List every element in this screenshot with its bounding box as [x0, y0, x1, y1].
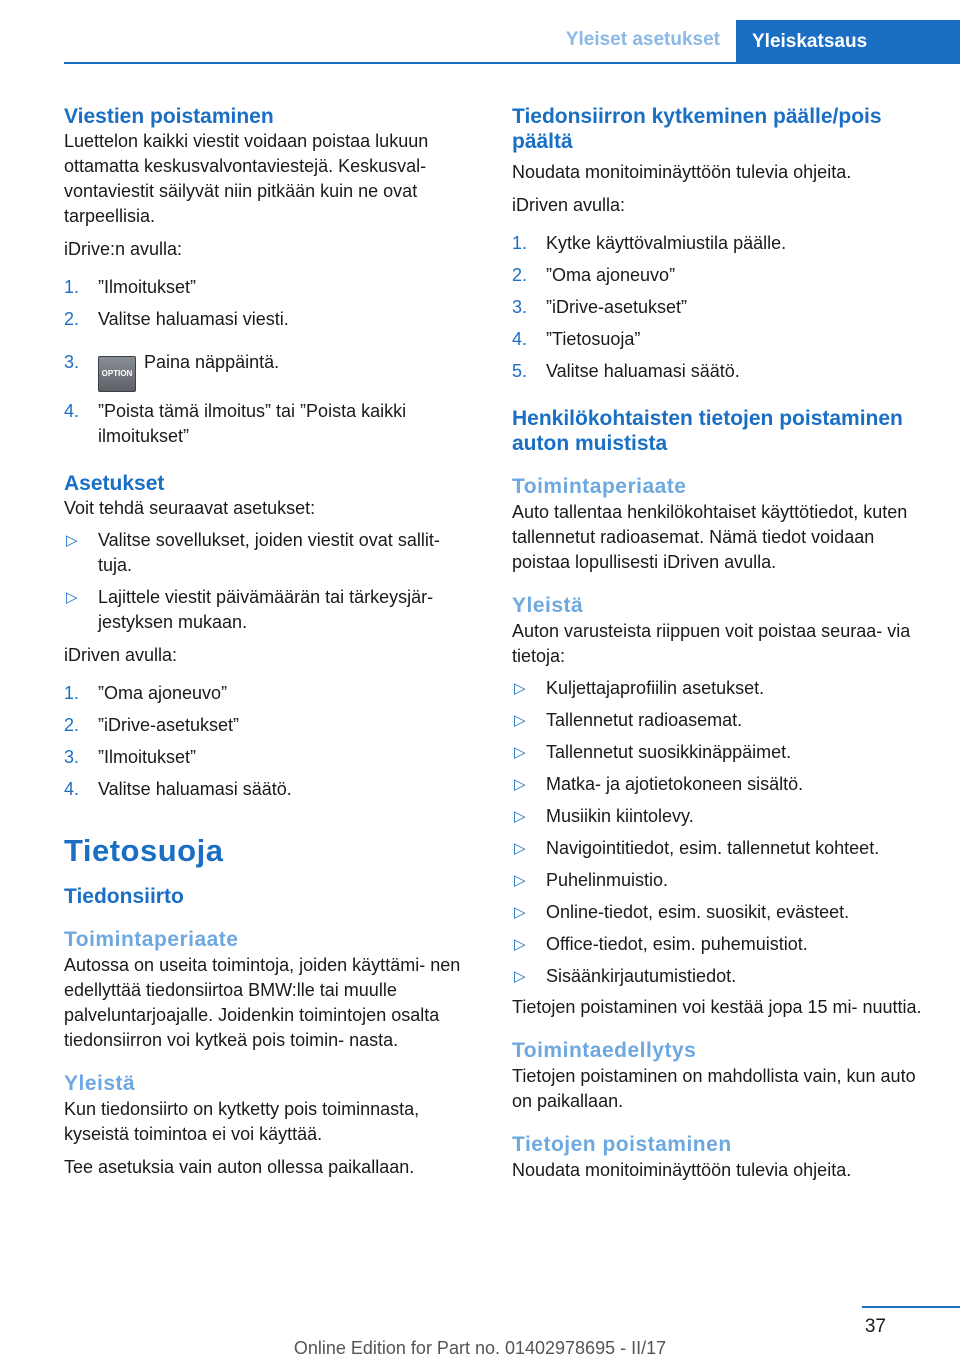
list-item: ▷ Valitse sovellukset, joiden viestit ovat sallit‐ tuja.: [66, 530, 440, 575]
list-item: ▷ Lajittele viestit päivämäärän tai tärkeysjär‐ jestyksen mukaan.: [66, 587, 434, 632]
header-section-tab: Yleiset asetukset: [565, 29, 720, 50]
list-item: ▷ Matka- ja ajotietokoneen sisältö.: [512, 772, 924, 797]
list-item: ▷ Navigointitiedot, esim. tallennetut kohteet.: [512, 836, 924, 861]
list-item: ▷ Office-tiedot, esim. puhemuistiot.: [512, 932, 924, 957]
list-item: 1. ”Oma ajoneuvo”: [64, 683, 228, 703]
idrive-intro-1: iDrive:n avulla:: [64, 239, 183, 259]
triangle-bullet-icon: ▷: [514, 904, 526, 921]
list-item: 3. OPTIONPaina näppäintä.: [64, 350, 476, 392]
list-item: ▷ Tallennetut suosikkinäppäimet.: [512, 740, 924, 765]
paragraph-toggle: Noudata monitoiminäyttöön tulevia ohjeita.: [512, 162, 852, 182]
list-item: ▷ Online-tiedot, esim. suosikit, evästeet.: [512, 900, 924, 925]
triangle-bullet-icon: ▷: [66, 532, 78, 549]
paragraph-condition: Tietojen poistaminen on mahdollista vain, kun auto on paikallaan.: [512, 1066, 916, 1111]
list-item: 2. ”iDrive-asetukset”: [64, 715, 240, 735]
footer-edition: Online Edition for Part no. 01402978695 - II/17: [293, 1338, 667, 1358]
paragraph-delete-data: Noudata monitoiminäyttöön tulevia ohjeita.: [512, 1160, 852, 1180]
list-item: 4. ”Tietosuoja”: [512, 329, 641, 349]
paragraph-general-2: Tee asetuksia vain auton ollessa paikallaan.: [64, 1157, 415, 1177]
subheading-principle-2: Toimintaperiaate: [512, 475, 687, 498]
subheading-principle: Toimintaperiaate: [64, 928, 239, 951]
paragraph-principle: Autossa on useita toimintoja, joiden käyttämi‐ nen edellyttää tiedonsiirtoa BMW:lle tai muulle palveluntarjoajalle. Joidenkin toimintojen osalta tiedonsiirron voi kytkeä pois toimin‐ nasta.: [64, 955, 461, 1050]
triangle-bullet-icon: ▷: [514, 680, 526, 697]
paragraph-delete-messages: Luettelon kaikki viestit voidaan poistaa lukuun ottamatta keskusvalvontaviestejä. Keskusval‐ vontaviestit säilyvät niin pitkään kuin ne ovat tarpeellisia.: [64, 131, 429, 226]
list-item: 4. Valitse haluamasi säätö.: [64, 779, 292, 799]
subheading-delete-data: Tietojen poistaminen: [512, 1133, 732, 1156]
page-number: 37: [864, 1316, 886, 1337]
list-item: 5. Valitse haluamasi säätö.: [512, 361, 740, 381]
list-item: 1. ”Ilmoitukset”: [64, 277, 197, 297]
triangle-bullet-icon: ▷: [514, 808, 526, 825]
subheading-general-2: Yleistä: [512, 594, 584, 617]
triangle-bullet-icon: ▷: [514, 872, 526, 889]
paragraph-settings: Voit tehdä seuraavat asetukset:: [64, 498, 316, 518]
list-item: 4. ”Poista tämä ilmoitus” tai ”Poista kaikki ilmoitukset”: [64, 401, 407, 446]
subheading-general: Yleistä: [64, 1072, 136, 1095]
list-item: ▷ Kuljettajaprofiilin asetukset.: [512, 676, 924, 701]
idrive-intro-2: iDriven avulla:: [64, 645, 178, 665]
bullet-list-1: [64, 528, 476, 635]
heading-toggle-transfer: Tiedonsiirron kytkeminen päälle/pois päältä: [512, 105, 882, 153]
triangle-bullet-icon: ▷: [514, 712, 526, 729]
list-item: ▷ Musiikin kiintolevy.: [512, 804, 924, 829]
triangle-bullet-icon: ▷: [514, 936, 526, 953]
list-item: 1. Kytke käyttövalmiustila päälle.: [512, 233, 787, 253]
option-button-icon: OPTION: [98, 356, 136, 392]
steps-list-3: [512, 231, 924, 384]
paragraph-general-3: Auton varusteista riippuen voit poistaa seuraa‐ via tietoja:: [512, 621, 911, 666]
heading-privacy: Tietosuoja: [64, 833, 224, 868]
heading-settings: Asetukset: [64, 472, 165, 495]
footer-rule: [862, 1306, 960, 1308]
bullet-list-2: [512, 676, 924, 989]
heading-data-transfer: Tiedonsiirto: [64, 885, 184, 908]
paragraph-principle-2: Auto tallentaa henkilökohtaiset käyttötiedot, kuten tallennetut radioasemat. Nämä tiedot voidaan poistaa lopullisesti iDriven avulla.: [512, 502, 908, 572]
list-item: ▷ Tallennetut radioasemat.: [512, 708, 924, 733]
list-item: 2. Valitse haluamasi viesti.: [64, 309, 289, 329]
triangle-bullet-icon: ▷: [514, 840, 526, 857]
paragraph-general-1: Kun tiedonsiirto on kytketty pois toiminnasta, kyseistä toimintoa ei voi käyttää.: [64, 1099, 420, 1144]
heading-personal-data: Henkilökohtaisten tietojen poistaminen auton muistista: [512, 407, 903, 455]
header-rule: [64, 62, 960, 64]
list-item: 3. ”iDrive-asetukset”: [512, 297, 688, 317]
subheading-condition: Toimintaedellytys: [512, 1039, 697, 1062]
triangle-bullet-icon: ▷: [66, 589, 78, 606]
triangle-bullet-icon: ▷: [514, 744, 526, 761]
heading-delete-messages: Viestien poistaminen: [64, 105, 274, 128]
triangle-bullet-icon: ▷: [514, 776, 526, 793]
left-column: [64, 104, 476, 1180]
right-column: [512, 104, 924, 1183]
list-item: ▷ Puhelinmuistio.: [512, 868, 924, 893]
triangle-bullet-icon: ▷: [514, 968, 526, 985]
list-item: ▷ Sisäänkirjautumistiedot.: [512, 964, 924, 989]
list-item: 3. ”Ilmoitukset”: [64, 747, 197, 767]
steps-list-2: [64, 681, 476, 802]
idrive-intro-3: iDriven avulla:: [512, 195, 626, 215]
steps-list-1: [64, 275, 476, 449]
list-item: 2. ”Oma ajoneuvo”: [512, 265, 676, 285]
header-chapter-tab: Yleiskatsaus: [736, 20, 960, 64]
paragraph-duration: Tietojen poistaminen voi kestää jopa 15 mi‐ nuuttia.: [512, 997, 922, 1017]
